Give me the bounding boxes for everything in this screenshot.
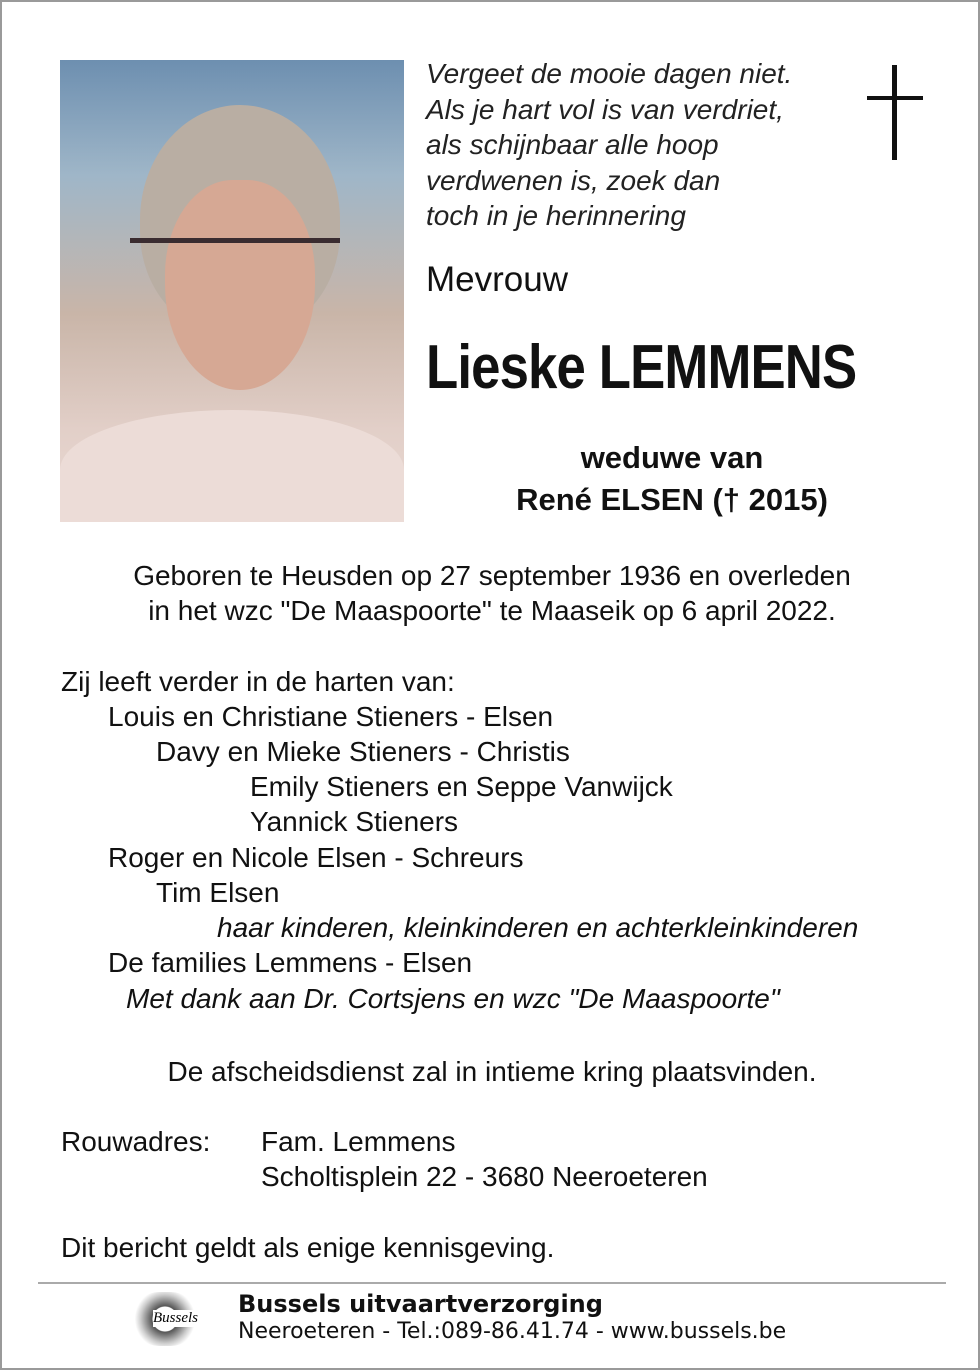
family-member: Louis en Christiane Stieners - Elsen [108,701,554,732]
widow-label: weduwe van [580,440,764,475]
family-summary: haar kinderen, kleinkinderen en achterkleinkinderen [217,912,859,943]
service-info: De afscheidsdienst zal in intieme kring plaatsvinden. [167,1056,817,1087]
family-member: Roger en Nicole Elsen - Schreurs [108,842,524,873]
honorific: Mevrouw [426,260,568,299]
notice-line: Dit bericht geldt als enige kennisgeving. [61,1232,555,1263]
bussels-logo: Bussels [135,1292,195,1346]
family-member: De families Lemmens - Elsen [108,947,473,978]
family-member: Yannick Stieners [250,806,459,837]
family-member: Emily Stieners en Seppe Vanwijck [250,771,673,802]
birth-line: Geboren te Heusden op 27 september 1936 en overleden [133,560,851,591]
death-line: in het wzc "De Maaspoorte" te Maaseik op 6 april 2022. [148,595,836,626]
family-intro: Zij leeft verder in de harten van: [61,666,455,697]
poem: Vergeet de mooie dagen niet. Als je hart vol is van verdriet, als schijnbaar alle hoop verdwenen is, zoek dan toch in je herinnering [426,58,793,231]
company-name: Bussels uitvaartverzorging [238,1290,603,1318]
company-contact: Neeroeteren - Tel.:089-86.41.74 - www.bussels.be [238,1319,787,1344]
footer-divider [38,1282,946,1284]
deceased-name: Lieske LEMMENS [426,333,857,402]
address-label: Rouwadres: [61,1126,211,1157]
family-member: Tim Elsen [156,877,280,908]
address-street: Scholtisplein 22 - 3680 Neeroeteren [261,1161,708,1192]
portrait-photo [60,60,404,522]
address-name: Fam. Lemmens [261,1126,456,1157]
thanks-line: Met dank aan Dr. Cortsjens en wzc "De Maaspoorte" [126,983,780,1014]
spouse-name: René ELSEN († 2015) [516,482,828,517]
family-member: Davy en Mieke Stieners - Christis [156,736,570,767]
